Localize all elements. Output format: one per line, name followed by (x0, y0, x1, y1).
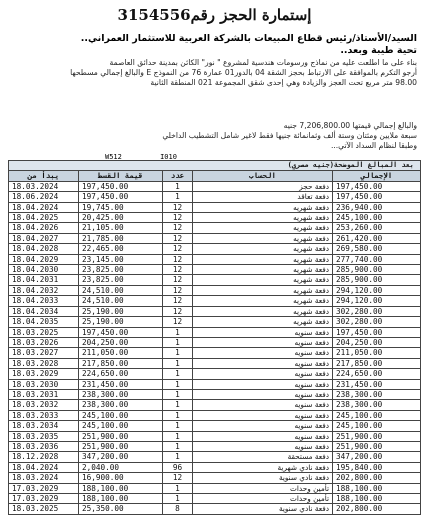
start-date-cell: 18.04.2031 (9, 275, 79, 285)
code-w512: W512 (105, 153, 122, 161)
start-date-cell: 18.03.2024 (9, 181, 79, 191)
installment-cell: 23,825.00 (79, 275, 163, 285)
count-cell: 1 (163, 400, 193, 410)
installment-cell: 245,100.00 (79, 421, 163, 431)
table-row (9, 462, 421, 472)
installment-cell: 19,745.00 (79, 202, 163, 212)
table-row (9, 369, 421, 379)
account-cell: دفعة سنويه (193, 327, 333, 337)
count-cell: 1 (163, 431, 193, 441)
start-date-cell: 18.03.2030 (9, 379, 79, 389)
section-label: بعد المبالغ الموضحة(جنيه مصري) (9, 161, 421, 171)
installment-cell: 347,200.00 (79, 452, 163, 462)
account-cell: دفعة سنويه (193, 389, 333, 399)
account-cell: دفعة شهريه (193, 244, 333, 254)
installment-cell: 231,450.00 (79, 379, 163, 389)
installment-cell: 25,190.00 (79, 317, 163, 327)
installment-cell: 24,510.00 (79, 296, 163, 306)
table-row (9, 327, 421, 337)
count-cell: 1 (163, 410, 193, 420)
col-total: الإجمالي (333, 171, 421, 181)
total-value-line: والبالغ إجمالي قيمتها 7,206,800.00 جنيه (283, 121, 417, 130)
account-cell: دفعة تعاقد (193, 192, 333, 202)
table-row (9, 317, 421, 327)
total-cell: 302,280.00 (333, 317, 421, 327)
total-cell: 231,450.00 (333, 379, 421, 389)
count-cell: 12 (163, 265, 193, 275)
count-cell: 1 (163, 441, 193, 451)
table-row (9, 223, 421, 233)
table-row (9, 296, 421, 306)
start-date-cell: 17.03.2029 (9, 494, 79, 504)
account-cell: دفعة شهريه (193, 265, 333, 275)
count-cell: 12 (163, 275, 193, 285)
account-cell: دفعة شهريه (193, 275, 333, 285)
start-date-cell: 18.12.2028 (9, 452, 79, 462)
table-row (9, 202, 421, 212)
count-cell: 12 (163, 306, 193, 316)
installment-cell: 238,300.00 (79, 389, 163, 399)
installment-cell: 21,785.00 (79, 233, 163, 243)
count-cell: 12 (163, 202, 193, 212)
start-date-cell: 18.03.2031 (9, 389, 79, 399)
table-row (9, 421, 421, 431)
account-cell: دفعة سنويه (193, 441, 333, 451)
table-row (9, 275, 421, 285)
installment-cell: 188,100.00 (79, 494, 163, 504)
start-date-cell: 18.04.2024 (9, 202, 79, 212)
total-cell: 238,300.00 (333, 389, 421, 399)
table-row (9, 483, 421, 493)
account-cell: تأمين وحدات (193, 494, 333, 504)
count-cell: 12 (163, 233, 193, 243)
col-account: الحساب (193, 171, 333, 181)
table-row (9, 400, 421, 410)
form-title: إستمارة الحجز رقم3154556 (117, 6, 312, 24)
count-cell: 8 (163, 504, 193, 514)
count-cell: 1 (163, 358, 193, 368)
total-cell: 211,050.00 (333, 348, 421, 358)
start-date-cell: 18.04.2035 (9, 317, 79, 327)
count-cell: 12 (163, 473, 193, 483)
account-cell: دفعة سنويه (193, 379, 333, 389)
total-cell: 294,120.00 (333, 296, 421, 306)
count-cell: 1 (163, 421, 193, 431)
total-cell: 202,800.00 (333, 504, 421, 514)
start-date-cell: 18.04.2025 (9, 213, 79, 223)
account-cell: دفعة نادي شهرية (193, 462, 333, 472)
table-row (9, 233, 421, 243)
table-row (9, 244, 421, 254)
installment-cell: 251,900.00 (79, 441, 163, 451)
count-cell: 1 (163, 483, 193, 493)
account-cell: دفعة نادي سنوية (193, 504, 333, 514)
total-cell: 245,100.00 (333, 421, 421, 431)
start-date-cell: 17.03.2029 (9, 483, 79, 493)
start-date-cell: 18.03.2028 (9, 358, 79, 368)
table-row (9, 431, 421, 441)
count-cell: 1 (163, 369, 193, 379)
start-date-cell: 18.03.2035 (9, 431, 79, 441)
table-row (9, 379, 421, 389)
installment-cell: 16,900.00 (79, 473, 163, 483)
installment-cell: 245,100.00 (79, 410, 163, 420)
greeting-line: تحية طيبة وبعد.. (340, 45, 417, 56)
total-cell: 251,900.00 (333, 431, 421, 441)
table-row (9, 358, 421, 368)
body-line-3: 98.00 متر مربع تحت العجز والزيادة وهي إحدى شقق المجموعة 021 المنطقة الثانية (150, 78, 417, 87)
start-date-cell: 18.03.2024 (9, 473, 79, 483)
table-body (9, 181, 421, 514)
table-row (9, 389, 421, 399)
table-row (9, 213, 421, 223)
account-cell: دفعة سنويه (193, 410, 333, 420)
start-date-cell: 18.04.2029 (9, 254, 79, 264)
table-row (9, 348, 421, 358)
start-date-cell: 18.03.2025 (9, 504, 79, 514)
installment-cell: 2,040.00 (79, 462, 163, 472)
start-date-cell: 18.03.2027 (9, 348, 79, 358)
total-cell: 261,420.00 (333, 233, 421, 243)
table-row (9, 452, 421, 462)
start-date-cell: 18.03.2025 (9, 327, 79, 337)
start-date-cell: 18.03.2029 (9, 369, 79, 379)
start-date-cell: 18.04.2026 (9, 223, 79, 233)
col-count: عدد (163, 171, 193, 181)
total-cell: 277,740.00 (333, 254, 421, 264)
account-cell: دفعة حجز (193, 181, 333, 191)
start-date-cell: 18.04.2030 (9, 265, 79, 275)
table-row (9, 473, 421, 483)
installment-cell: 197,450.00 (79, 181, 163, 191)
table-row (9, 504, 421, 514)
total-cell: 245,100.00 (333, 213, 421, 223)
count-cell: 12 (163, 317, 193, 327)
start-date-cell: 18.03.2036 (9, 441, 79, 451)
total-cell: 285,900.00 (333, 265, 421, 275)
count-cell: 1 (163, 348, 193, 358)
count-cell: 12 (163, 285, 193, 295)
section-header-row (9, 161, 421, 171)
account-cell: دفعة شهريه (193, 254, 333, 264)
table-row (9, 192, 421, 202)
total-cell: 197,450.00 (333, 181, 421, 191)
installment-cell: 204,250.00 (79, 337, 163, 347)
count-cell: 1 (163, 327, 193, 337)
account-cell: دفعة شهريه (193, 306, 333, 316)
table-row (9, 181, 421, 191)
total-cell: 302,280.00 (333, 306, 421, 316)
table-row (9, 265, 421, 275)
installment-cell: 197,450.00 (79, 192, 163, 202)
count-cell: 12 (163, 213, 193, 223)
salutation-line: السيد/الأستاذ/رئيس قطاع المبيعات بالشركة العربية للاستثمار العمراني.. (80, 33, 417, 44)
count-cell: 1 (163, 181, 193, 191)
start-date-cell: 18.04.2034 (9, 306, 79, 316)
account-cell: دفعة شهريه (193, 202, 333, 212)
installment-cell: 25,190.00 (79, 306, 163, 316)
count-cell: 1 (163, 389, 193, 399)
count-cell: 12 (163, 254, 193, 264)
account-cell: دفعة سنويه (193, 421, 333, 431)
count-cell: 96 (163, 462, 193, 472)
total-cell: 269,580.00 (333, 244, 421, 254)
total-cell: 294,120.00 (333, 285, 421, 295)
installment-cell: 238,300.00 (79, 400, 163, 410)
col-installment: قيمة القسط (79, 171, 163, 181)
payment-schedule-table (8, 160, 421, 515)
total-cell: 188,100.00 (333, 494, 421, 504)
account-cell: دفعة نادي سنوية (193, 473, 333, 483)
account-cell: دفعة سنويه (193, 431, 333, 441)
total-cell: 236,940.00 (333, 202, 421, 212)
start-date-cell: 18.03.2032 (9, 400, 79, 410)
account-cell: دفعة شهريه (193, 213, 333, 223)
account-cell: دفعة شهريه (193, 223, 333, 233)
start-date-cell: 18.03.2026 (9, 337, 79, 347)
start-date-cell: 18.04.2032 (9, 285, 79, 295)
table-row (9, 494, 421, 504)
table-row (9, 410, 421, 420)
account-cell: دفعة سنويه (193, 348, 333, 358)
account-cell: دفعة سنويه (193, 358, 333, 368)
table-row (9, 306, 421, 316)
body-line-1: بناء على ما اطلعت عليه من نماذج ورسومات هندسية لمشروع " نور" الكائن بمدينة حدائق العاصمة (109, 58, 417, 67)
start-date-cell: 18.04.2033 (9, 296, 79, 306)
total-cell: 285,900.00 (333, 275, 421, 285)
total-cell: 251,900.00 (333, 441, 421, 451)
count-cell: 12 (163, 223, 193, 233)
table-row (9, 285, 421, 295)
account-cell: دفعة سنويه (193, 400, 333, 410)
account-cell: دفعة سنويه (193, 369, 333, 379)
account-cell: دفعة شهريه (193, 296, 333, 306)
total-cell: 224,650.00 (333, 369, 421, 379)
account-cell: دفعة سنويه (193, 337, 333, 347)
start-date-cell: 18.04.2024 (9, 462, 79, 472)
installment-cell: 197,450.00 (79, 327, 163, 337)
account-cell: دفعة شهريه (193, 233, 333, 243)
table-row (9, 254, 421, 264)
total-cell: 195,840.00 (333, 462, 421, 472)
installment-cell: 20,425.00 (79, 213, 163, 223)
account-cell: دفعة مستحقة (193, 452, 333, 462)
installment-cell: 22,465.00 (79, 244, 163, 254)
count-cell: 1 (163, 379, 193, 389)
total-cell: 238,300.00 (333, 400, 421, 410)
table-row (9, 337, 421, 347)
installment-cell: 224,650.00 (79, 369, 163, 379)
table-header-row (9, 171, 421, 181)
body-line-2: أرجو التكرم بالموافقة على الارتباط بحجز الشقة 04 بالدور01 عمارة 76 من النموذج E والبالغ إجمالي مسطحها (70, 68, 417, 77)
table-row (9, 441, 421, 451)
total-cell: 197,450.00 (333, 192, 421, 202)
start-date-cell: 18.03.2034 (9, 421, 79, 431)
installment-cell: 23,145.00 (79, 254, 163, 264)
total-cell: 253,260.00 (333, 223, 421, 233)
installment-cell: 217,850.00 (79, 358, 163, 368)
total-cell: 204,250.00 (333, 337, 421, 347)
account-cell: دفعة شهريه (193, 317, 333, 327)
installment-cell: 188,100.00 (79, 483, 163, 493)
payment-intro-line: وطبقا لنظام السداد الآتي... (330, 141, 417, 150)
total-cell: 217,850.00 (333, 358, 421, 368)
count-cell: 1 (163, 452, 193, 462)
start-date-cell: 18.04.2028 (9, 244, 79, 254)
code-i010: I010 (160, 153, 177, 161)
total-cell: 347,200.00 (333, 452, 421, 462)
installment-cell: 25,350.00 (79, 504, 163, 514)
installment-cell: 211,050.00 (79, 348, 163, 358)
total-cell: 188,100.00 (333, 483, 421, 493)
count-cell: 1 (163, 192, 193, 202)
col-start-date: يبدأ من (9, 171, 79, 181)
total-cell: 202,800.00 (333, 473, 421, 483)
total-cell: 245,100.00 (333, 410, 421, 420)
installment-cell: 23,825.00 (79, 265, 163, 275)
account-cell: دفعة شهريه (193, 285, 333, 295)
start-date-cell: 18.04.2027 (9, 233, 79, 243)
count-cell: 1 (163, 494, 193, 504)
installment-cell: 24,510.00 (79, 285, 163, 295)
total-words-line: سبعة ملايين ومئتان وستة ألف وثمانمائة جنيها فقط لاغير شامل التشطيب الداخلي (162, 131, 417, 140)
count-cell: 1 (163, 337, 193, 347)
count-cell: 12 (163, 244, 193, 254)
total-cell: 197,450.00 (333, 327, 421, 337)
start-date-cell: 18.03.2033 (9, 410, 79, 420)
count-cell: 12 (163, 296, 193, 306)
start-date-cell: 18.06.2024 (9, 192, 79, 202)
account-cell: تأمين وحدات (193, 483, 333, 493)
installment-cell: 21,105.00 (79, 223, 163, 233)
installment-cell: 251,900.00 (79, 431, 163, 441)
